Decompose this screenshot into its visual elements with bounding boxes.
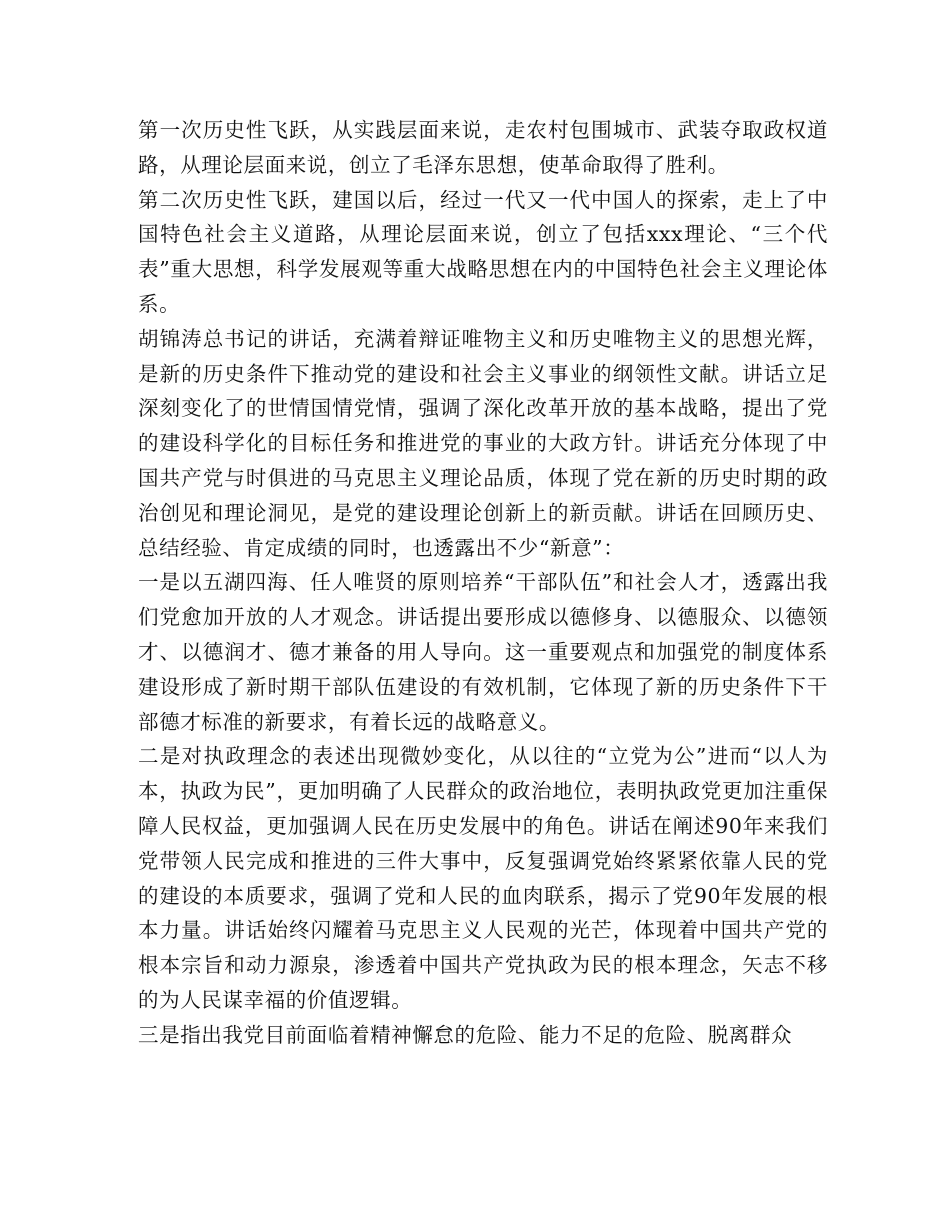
paragraph-first-leap: 第一次历史性飞跃，从实践层面来说，走农村包围城市、武装夺取政权道路，从理论层面来说，创立了毛泽东思想，使革命取得了胜利。	[138, 118, 828, 177]
paragraph-point-three: 三是指出我党目前面临着精神懈怠的危险、能力不足的危险、脱离群众	[138, 1022, 793, 1047]
paragraph-point-one: 一是以五湖四海、任人唯贤的原则培养“干部队伍”和社会人才，透露出我们党愈加开放的人才观念。讲话提出要形成以德修身、以德服众、以德领才、以德润才、德才兼备的用人导向。这一重要观点和加强党的制度体系建设形成了新时期干部队伍建设的有效机制，它体现了新的历史条件下干部德才标准的新要求，有着长远的战略意义。	[138, 570, 828, 734]
paragraph-second-leap: 第二次历史性飞跃，建国以后，经过一代又一代中国人的探索，走上了中国特色社会主义道路，从理论层面来说，创立了包括xxx理论、“三个代表”重大思想，科学发展观等重大战略思想在内的中国特色社会主义理论体系。	[138, 187, 828, 316]
body-text	[138, 113, 828, 1053]
paragraph-point-two: 二是对执政理念的表述出现微妙变化，从以往的“立党为公”进而“以人为本，执政为民”，更加明确了人民群众的政治地位，表明执政党更加注重保障人民权益，更加强调人民在历史发展中的角色。讲话在阐述90年来我们党带领人民完成和推进的三件大事中，反复强调党始终紧紧依靠人民的党的建设的本质要求，强调了党和人民的血肉联系，揭示了党90年发展的根本力量。讲话始终闪耀着马克思主义人民观的光芒，体现着中国共产党的根本宗旨和动力源泉，渗透着中国共产党执政为民的根本理念，矢志不移的为人民谋幸福的价值逻辑。	[138, 744, 828, 1012]
paragraph-speech-summary: 胡锦涛总书记的讲话，充满着辩证唯物主义和历史唯物主义的思想光辉，是新的历史条件下推动党的建设和社会主义事业的纲领性文献。讲话立足深刻变化了的世情国情党情，强调了深化改革开放的基本战略，提出了党的建设科学化的目标任务和推进党的事业的大政方针。讲话充分体现了中国共产党与时俱进的马克思主义理论品质，体现了党在新的历史时期的政治创见和理论洞见，是党的建设理论创新上的新贡献。讲话在回顾历史、总结经验、肯定成绩的同时，也透露出不少“新意”：	[138, 326, 828, 560]
